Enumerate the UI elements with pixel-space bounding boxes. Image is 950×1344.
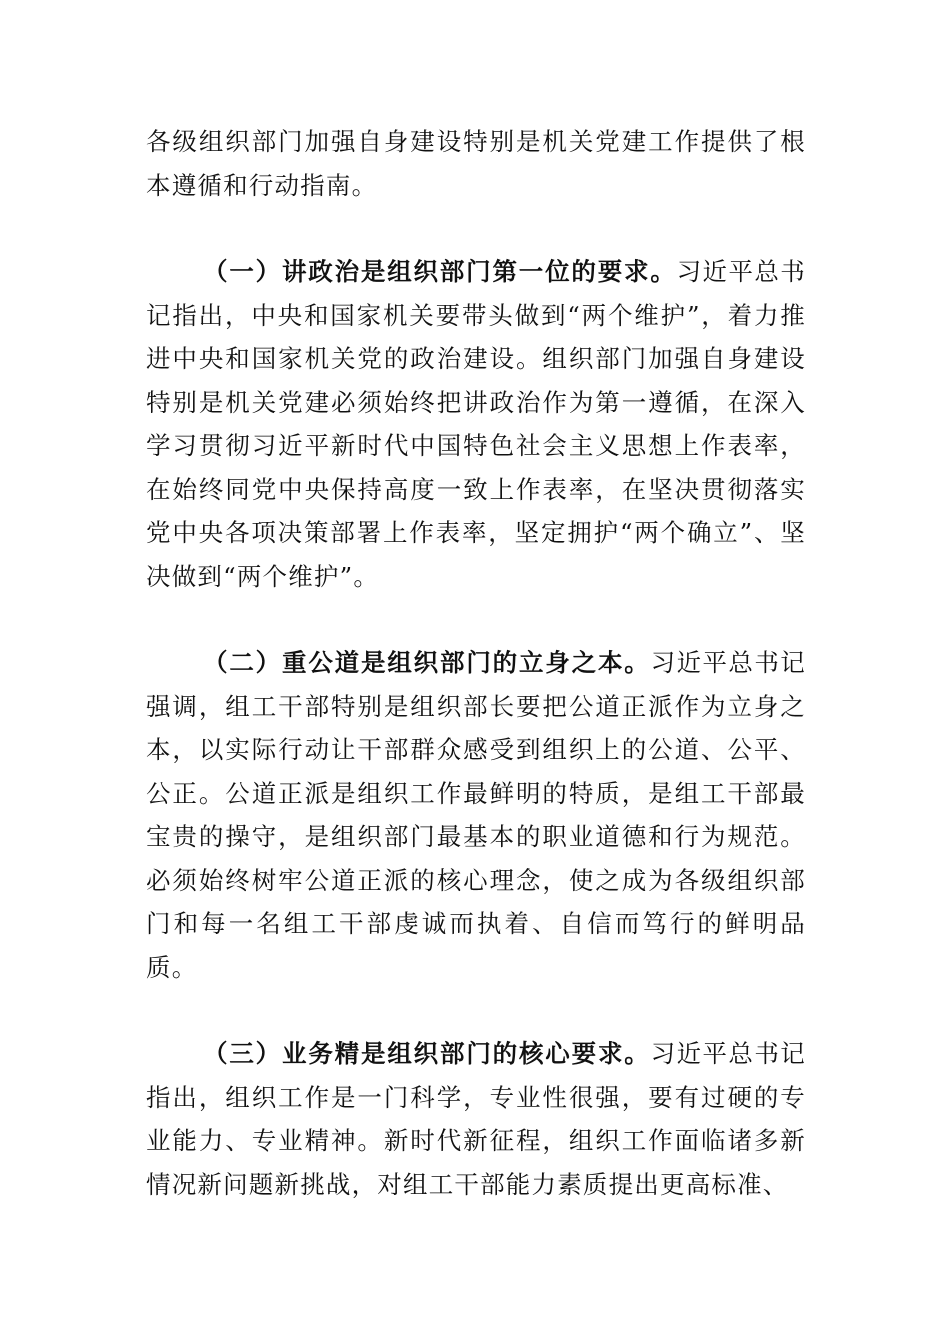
section-1-paragraph: [146, 250, 806, 598]
section-2-body: 习近平总书记强调，组工干部特别是组织部长要把公道正派作为立身之本，以实际行动让干部群众感受到组织上的公道、公平、公正。公道正派是组织工作最鲜明的特质，是组工干部最宝贵的操守，是组织部门最基本的职业道德和行为规范。必须始终树牢公道正派的核心理念，使之成为各级组织部门和每一名组工干部虔诚而执着、自信而笃行的鲜明品质。: [146, 648, 806, 982]
section-3-heading: （三）业务精是组织部门的核心要求。: [203, 1039, 651, 1068]
section-1-heading: （一）讲政治是组织部门第一位的要求。: [203, 257, 677, 286]
section-3-paragraph: [146, 1032, 806, 1206]
paragraph-gap: [146, 598, 806, 641]
section-3-body: 习近平总书记指出，组织工作是一门科学，专业性很强，要有过硬的专业能力、专业精神。新时代新征程，组织工作面临诸多新情况新问题新挑战，对组工干部能力素质提出更高标准、: [146, 1039, 806, 1199]
section-2-heading: （二）重公道是组织部门的立身之本。: [203, 648, 651, 677]
section-1-body: 习近平总书记指出，中央和国家机关要带头做到“两个维护”，着力推进中央和国家机关党的政治建设。组织部门加强自身建设特别是机关党建必须始终把讲政治作为第一遵循，在深入学习贯彻习近平新时代中国特色社会主义思想上作表率，在始终同党中央保持高度一致上作表率，在坚决贯彻落实党中央各项决策部署上作表率，坚定拥护“两个确立”、坚决做到“两个维护”。: [146, 257, 806, 591]
paragraph-gap: [146, 989, 806, 1032]
paragraph-gap: [146, 207, 806, 250]
document-page: [146, 120, 806, 1206]
continuation-paragraph: 各级组织部门加强自身建设特别是机关党建工作提供了根本遵循和行动指南。: [146, 127, 806, 200]
section-2-paragraph: [146, 641, 806, 989]
